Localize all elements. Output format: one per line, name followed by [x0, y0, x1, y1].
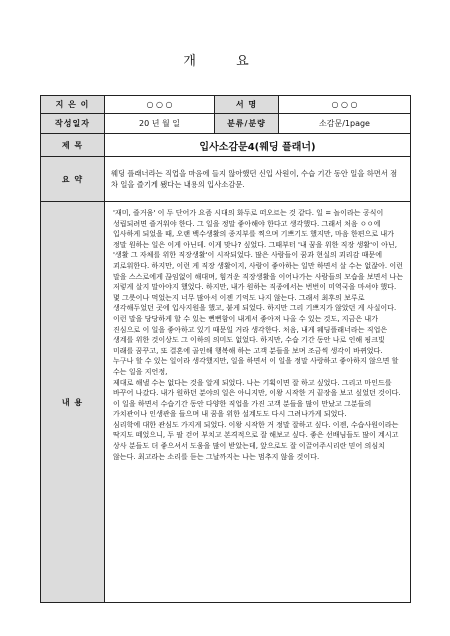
summary-label: 요 약: [41, 157, 105, 202]
content-paragraph: 제대로 해낼 수는 없다는 것을 알게 되었다. 나는 기획이면 잘 하고 싶었다. 그리고 마인드를 바꾸어 나갔다. 내가 원하던 분야의 일은 아니지만, 이왕 시작한 거 끝장을 보고 싶었던 것이다. 이 일을 하면서 수습기간 동안 다양한 직업을 가진 고객 분들을 많이 만났고 그분들의 가치관이나 인생관을 들으며 내 꿈을 위한 설계도도 다시 그려나가게 되었다.: [113, 377, 401, 419]
signature-value[interactable]: ○ ○ ○: [279, 96, 411, 114]
subject-label: 제 목: [41, 134, 105, 157]
subject-value[interactable]: 입사소감문4(웨딩 플래너): [105, 134, 411, 157]
page-title: 개 요: [183, 54, 267, 69]
category-label: 분류/분량: [215, 114, 279, 134]
signature-label: 서 명: [215, 96, 279, 114]
overview-form-table: [40, 95, 411, 603]
content-paragraph: 심리학에 대한 관심도 가지게 되었다. 이왕 시작한 거 정말 잘하고 싶다. 이젠, 수습사원이라는 딱지도 떼었으니, 두 팔 걷어 부치고 본격적으로 잘 해보고 싶다. 좋은 선배님들도 많이 계시고 상사 분들도 더 좋으셔서 도움을 많이 받았는데, 앞으로도 잘 이끌어주시리란 믿어 의심치 않는다. 최고라는 소리를 듣는 그날까지는 나는 멈추지 않을 것이다.: [113, 419, 399, 461]
category-value[interactable]: 소감문/1page: [279, 114, 411, 134]
content-paragraph: '재미, 즐거움' 이 두 단어가 요즘 시대의 화두로 떠오르는 것 같다. 일 = 놀이라는 공식이 성립되려면 즐거워야 한다. 그 일을 정말 좋아해야 한다고 생각했다. 그래서 처음 ㅇㅇ에 입사하게 되었을 때, 오랜 백수생활의 종지부를 찍으며 기쁘기도 했지만, 마음 한편으로 내가 정말 원하는 일은 이게 아닌데. 이게 맞나? 싶었다. 그때부터 '내 꿈을 위한 직장 생활'이 아닌, '생활 그 자체를 위한 직장생활'이 시작되었다. 많은 사람들이 꿈과 현실의 괴리감 때문에 괴로워한다. 하지만, 이런 게 직장 생활이지, 사람이 좋아하는 일만 하면서 살 수는 없잖아. 이런 말을 스스로에게 끊임없이 해대며, 힘겨운 직장생활을 이어나가는 사람들의 모습을 보면서 나는 저렇게 살지 말아야지 했었다. 하지만, 내가 원하는 직종에서는 번번이 미역국을 마셔야 했다. 몇 그릇이나 먹었는지 너무 많아서 이젠 기억도 나지 않는다. 그래서 최후의 보루로 생각해두었던 곳에 입사지원을 했고, 붙게 되었다. 하지만 그리 기쁘지가 않았던 게 사실이다. 이런 말을 당당하게 할 수 있는 뻔뻔함이 내게서 좋아져 나올 수 있는 것도, 지금은 내가 진심으로 이 일을 좋아하고 있기 때문일 거라 생각한다. 처음, 내게 웨딩플래너라는 직업은 생계를 위한 것이상도 그 이하의 의미도 없었다. 하지만, 수습 기간 동안 나로 인해 핑크빛 미래를 꿈꾸고, 또 결혼에 골인해 행복해 하는 고객 분들을 보며 조금씩 생각이 바뀌었다. 누구나 할 수 있는 일이라 생각했지만, 일을 하면서 이 일을 정말 사랑하고 좋아하지 않으면 할 수는 일을 지언정,: [113, 208, 404, 376]
date-value[interactable]: 20 년 월 일: [105, 114, 215, 134]
author-value[interactable]: ○ ○ ○: [105, 96, 215, 114]
date-label: 작성일자: [41, 114, 105, 134]
summary-value[interactable]: 웨딩 플래너라는 직업을 마음에 들지 않아했던 신입 사원이, 수습 기간 동안 일을 하면서 점차 일을 즐기게 됐다는 내용의 입사소감문.: [105, 157, 411, 202]
author-label: 지 은 이: [41, 96, 105, 114]
content-label: 내 용: [41, 202, 105, 603]
content-body[interactable]: [105, 202, 411, 603]
